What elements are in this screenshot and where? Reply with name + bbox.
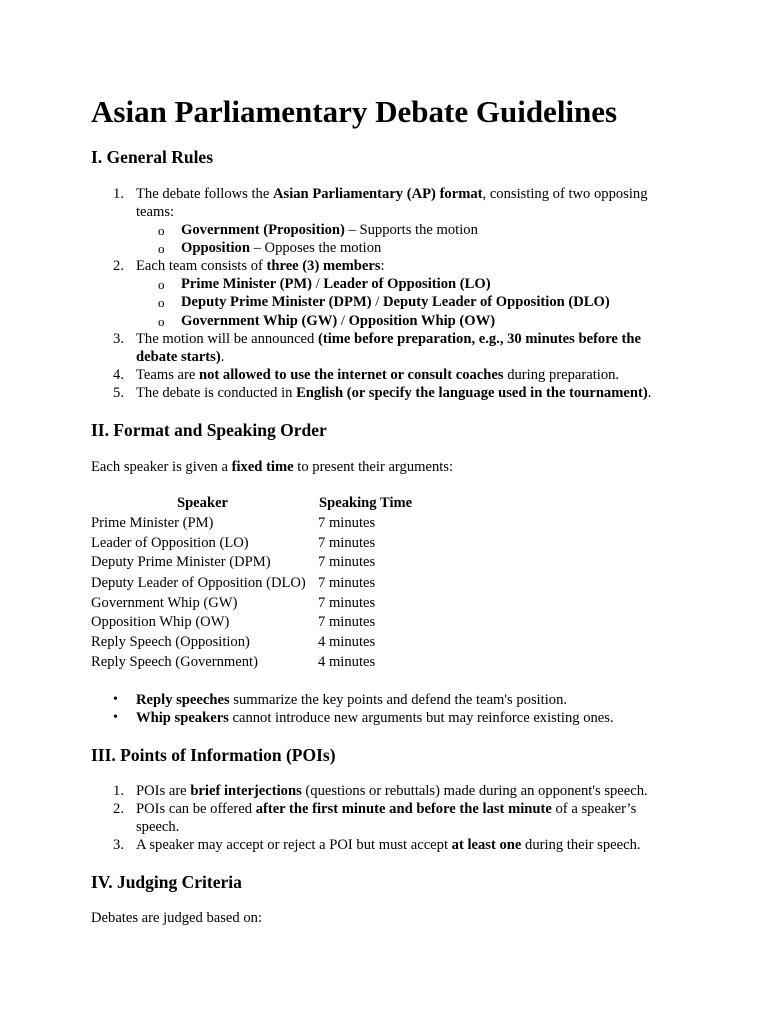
list-item-continuation: teams:: [136, 204, 175, 220]
sub-bullet: o: [158, 314, 165, 329]
table-header-speaking-time: Speaking Time: [319, 495, 413, 511]
table-cell-time: 7 minutes: [318, 515, 376, 531]
list-number: 3.: [113, 331, 124, 347]
table-cell-time: 7 minutes: [318, 595, 376, 611]
sub-bullet: o: [158, 223, 165, 238]
sub-list-item: Government Whip (GW) / Opposition Whip (OW): [181, 313, 496, 329]
sub-bullet: o: [158, 277, 165, 292]
list-number: 5.: [113, 385, 124, 401]
table-cell-speaker: Deputy Leader of Opposition (DLO): [91, 575, 306, 591]
table-cell-speaker: Opposition Whip (OW): [91, 614, 230, 630]
table-cell-speaker: Government Whip (GW): [91, 595, 238, 611]
table-cell-time: 7 minutes: [318, 535, 376, 551]
sub-bullet: o: [158, 241, 165, 256]
list-item: The motion will be announced (time before preparation, e.g., 30 minutes before the: [136, 331, 642, 347]
table-cell-time: 7 minutes: [318, 554, 376, 570]
sub-list-item: Deputy Prime Minister (DPM) / Deputy Leader of Opposition (DLO): [181, 294, 610, 310]
table-cell-speaker: Reply Speech (Government): [91, 654, 258, 670]
sub-list-item: Government (Proposition) – Supports the motion: [181, 222, 478, 238]
list-item-continuation: speech.: [136, 819, 180, 835]
sub-bullet: o: [158, 295, 165, 310]
table-cell-speaker: Leader of Opposition (LO): [91, 535, 249, 551]
table-header-speaker: Speaker: [176, 495, 229, 511]
list-item: A speaker may accept or reject a POI but must accept at least one during their speech.: [136, 837, 641, 853]
section-heading-pois: III. Points of Information (POIs): [91, 745, 336, 765]
list-item: Teams are not allowed to use the internet or consult coaches during preparation.: [136, 367, 620, 383]
bullet-item: Reply speeches summarize the key points and defend the team's position.: [136, 692, 568, 708]
section-heading-general-rules: I. General Rules: [91, 147, 214, 167]
list-item: POIs can be offered after the first minute and before the last minute of a speaker’s: [136, 801, 637, 817]
table-cell-time: 7 minutes: [318, 614, 376, 630]
list-number: 2.: [113, 258, 124, 274]
list-item: POIs are brief interjections (questions or rebuttals) made during an opponent's speech.: [136, 783, 648, 799]
list-number: 3.: [113, 837, 124, 853]
list-number: 1.: [113, 783, 124, 799]
bullet: •: [113, 710, 118, 725]
list-item: Each team consists of three (3) members:: [136, 258, 385, 274]
page-title: Asian Parliamentary Debate Guidelines: [91, 94, 618, 129]
table-cell-speaker: Deputy Prime Minister (DPM): [91, 554, 271, 570]
sub-list-item: Opposition – Opposes the motion: [181, 240, 382, 256]
bullet-item: Whip speakers cannot introduce new arguments but may reinforce existing ones.: [136, 710, 614, 726]
table-cell-speaker: Reply Speech (Opposition): [91, 634, 250, 650]
sub-list-item: Prime Minister (PM) / Leader of Opposition (LO): [181, 276, 491, 292]
section-heading-format: II. Format and Speaking Order: [91, 420, 327, 440]
list-item: The debate is conducted in English (or specify the language used in the tournament).: [136, 385, 652, 401]
bullet: •: [113, 692, 118, 707]
table-cell-time: 4 minutes: [318, 654, 376, 670]
section-intro: Each speaker is given a fixed time to present their arguments:: [91, 459, 454, 475]
list-number: 4.: [113, 367, 124, 383]
table-cell-time: 7 minutes: [318, 575, 376, 591]
list-number: 2.: [113, 801, 124, 817]
list-number: 1.: [113, 186, 124, 202]
section-intro: Debates are judged based on:: [91, 910, 263, 926]
table-cell-speaker: Prime Minister (PM): [91, 515, 214, 531]
section-heading-judging: IV. Judging Criteria: [91, 872, 242, 892]
table-cell-time: 4 minutes: [318, 634, 376, 650]
list-item-continuation: debate starts).: [136, 349, 225, 365]
list-item: The debate follows the Asian Parliamentary (AP) format, consisting of two opposing: [136, 186, 648, 202]
